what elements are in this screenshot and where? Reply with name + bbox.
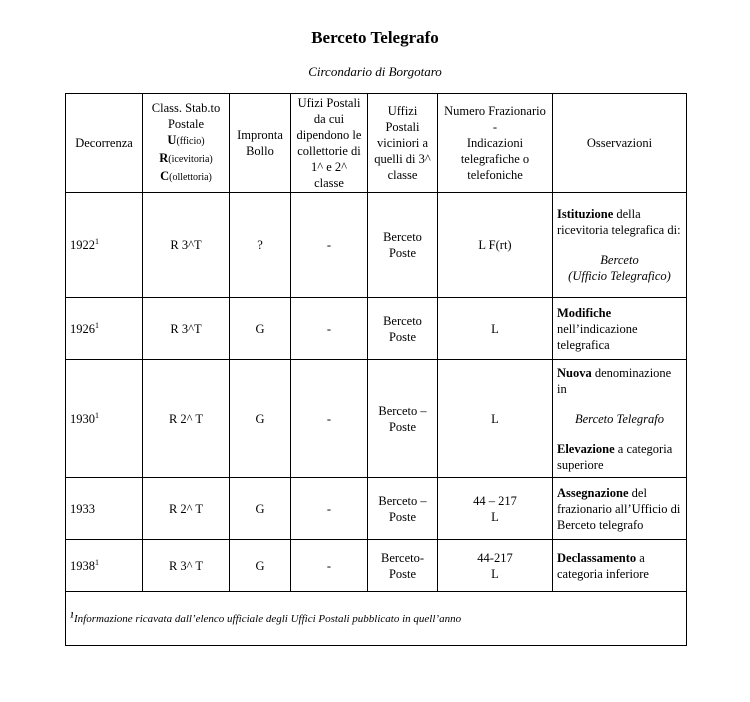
cell-observations: Modifiche nell’indicazione telegrafica [553, 298, 687, 360]
footnote-marker: 1 [70, 609, 74, 619]
header-numero [438, 94, 553, 193]
header-class-line1: Class. Stab.to [151, 101, 221, 115]
footnote-ref: 1 [95, 320, 99, 330]
cell-numero: 44 – 217 L [438, 478, 553, 540]
table-header-row [66, 94, 687, 193]
cell-ufizi: - [291, 298, 368, 360]
cell-year: 1933 [66, 478, 143, 540]
cell-viciniori: Berceto – Poste [368, 360, 438, 478]
header-c-rest: (ollettoria) [169, 172, 212, 183]
header-numero-line3: Indicazioni telegrafiche o telefoniche [460, 136, 530, 182]
footnote [66, 592, 687, 646]
header-decorrenza: Decorrenza [66, 94, 143, 193]
header-impronta: Impronta Bollo [230, 94, 291, 193]
cell-observations: Nuova denominazione in Berceto Telegrafo Elevazione a categoria superiore [553, 360, 687, 478]
cell-ufizi: - [291, 478, 368, 540]
footnote-ref: 1 [95, 236, 99, 246]
cell-bollo: G [230, 540, 291, 592]
footnote-ref: 1 [95, 410, 99, 420]
cell-class: R 2^ T [143, 478, 230, 540]
cell-viciniori: Berceto Poste [368, 193, 438, 298]
header-u-letter: U [167, 133, 177, 147]
cell-year: 1926$^1$ [66, 298, 143, 360]
table-row [66, 360, 687, 478]
cell-numero: L [438, 298, 553, 360]
header-r-rest: (icevitoria) [168, 154, 213, 165]
cell-observations: Assegnazione del frazionario all’Ufficio di Berceto telegrafo [553, 478, 687, 540]
cell-year: 1922$^1$ [66, 193, 143, 298]
cell-observations: Istituzione della ricevitoria telegrafica di: Berceto (Ufficio Telegrafico) [553, 193, 687, 298]
document-subtitle: Circondario di Borgotaro [308, 64, 442, 79]
document-title: Berceto Telegrafo [311, 28, 439, 47]
cell-class: R 3^T [143, 193, 230, 298]
footnote-text: Informazione ricavata dall’elenco ufficiale degli Uffici Postali pubblicato in quell’anno [74, 612, 462, 625]
cell-numero: 44-217 L [438, 540, 553, 592]
cell-class: R 2^ T [143, 360, 230, 478]
cell-class: R 3^T [143, 298, 230, 360]
header-uffizi: Uffizi Postali viciniori a quelli di 3^ classe [368, 94, 438, 193]
footnote-ref: 1 [95, 557, 99, 567]
header-numero-line1: Numero Frazionario [444, 104, 546, 118]
header-classification [143, 94, 230, 193]
cell-year: 1930$^1$ [66, 360, 143, 478]
cell-year: 1938$^1$ [66, 540, 143, 592]
table-row [66, 478, 687, 540]
cell-bollo: G [230, 478, 291, 540]
cell-viciniori: Berceto- Poste [368, 540, 438, 592]
cell-numero: L [438, 360, 553, 478]
cell-ufizi: - [291, 540, 368, 592]
cell-ufizi: - [291, 360, 368, 478]
table-row [66, 193, 687, 298]
header-ufizi: Ufizi Postali da cui dipendono le collettorie di 1^ e 2^ classe [291, 94, 368, 193]
cell-viciniori: Berceto – Poste [368, 478, 438, 540]
cell-numero: L F(rt) [438, 193, 553, 298]
postal-register-table [65, 93, 687, 646]
cell-bollo: G [230, 360, 291, 478]
cell-bollo: ? [230, 193, 291, 298]
header-class-line2: Postale [167, 117, 205, 131]
cell-observations: Declassamento a categoria inferiore [553, 540, 687, 592]
header-u-rest: (fficio) [176, 136, 205, 147]
header-r-letter: R [159, 151, 169, 165]
cell-class: R 3^ T [143, 540, 230, 592]
cell-viciniori: Berceto Poste [368, 298, 438, 360]
cell-ufizi: - [291, 193, 368, 298]
header-c-letter: C [160, 169, 170, 183]
header-numero-line2: - [492, 120, 498, 134]
table-row [66, 298, 687, 360]
cell-bollo: G [230, 298, 291, 360]
table-row [66, 540, 687, 592]
footnote-row [66, 592, 687, 646]
header-osservazioni: Osservazioni [553, 94, 687, 193]
